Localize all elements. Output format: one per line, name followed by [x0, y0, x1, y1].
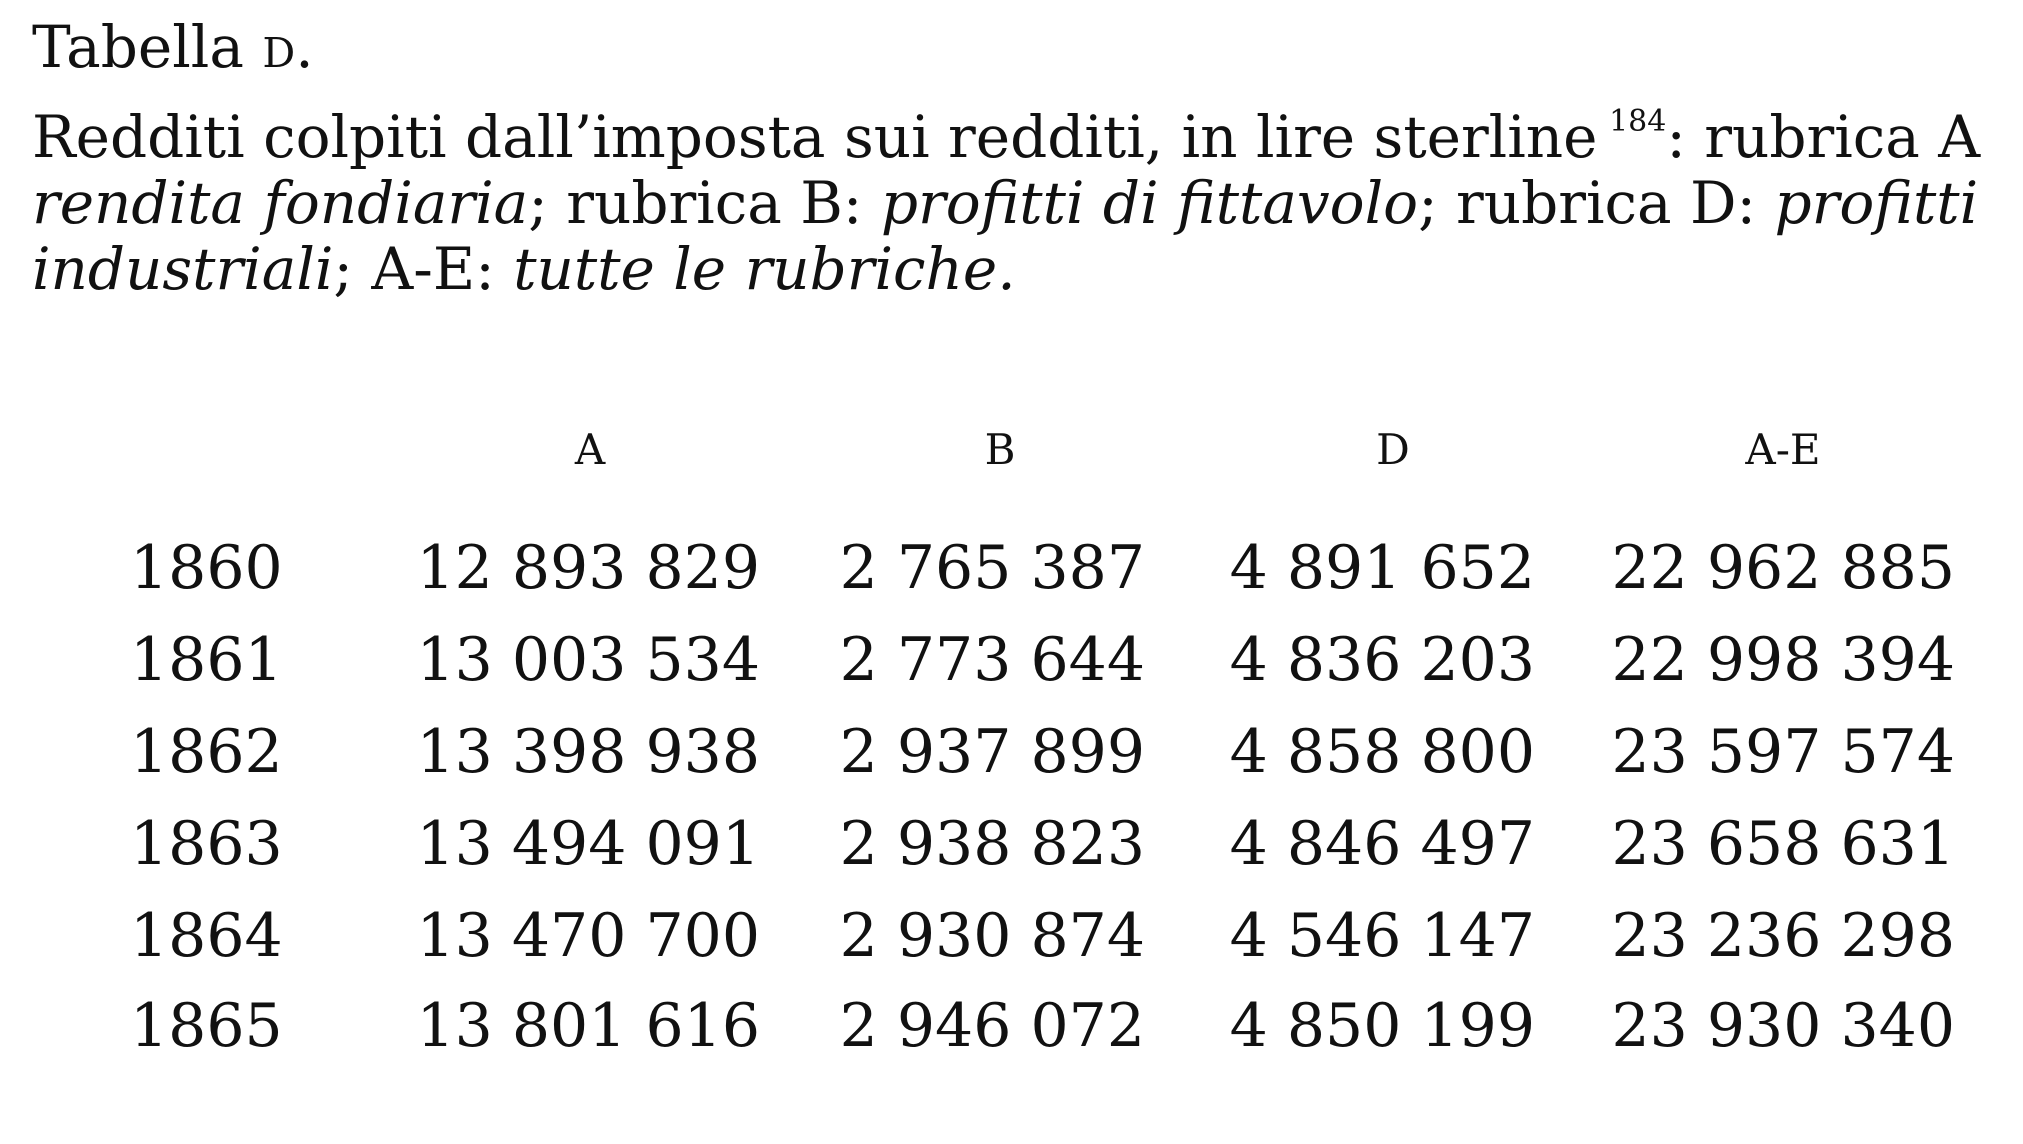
table-label-letter: d. [262, 13, 314, 81]
caption-italic: profitti di fittavolo [880, 169, 1419, 237]
value-cell-d: 4 850 199 [1229, 991, 1535, 1061]
caption-italic: rendita fondiaria [32, 169, 529, 237]
value-cell-a: 13 398 938 [416, 717, 760, 787]
value-cell-b: 2 937 899 [839, 717, 1145, 787]
value-cell-d: 4 836 203 [1229, 625, 1535, 695]
caption-text: ; rubrica [1418, 169, 1672, 237]
value-cell-a-e: 23 236 298 [1611, 901, 1955, 971]
caption-italic: tutte le rubriche. [513, 235, 1016, 302]
table-row [0, 528, 2023, 608]
year-cell: 1864 [130, 901, 283, 971]
caption-rubric-letter: D [1690, 169, 1737, 237]
value-cell-a-e: 23 930 340 [1611, 991, 1955, 1061]
table-row [0, 896, 2023, 976]
value-cell-d: 4 891 652 [1229, 533, 1535, 603]
year-cell: 1863 [130, 809, 283, 879]
caption-rubric-letter: A-E [371, 235, 476, 302]
caption-line-1 [32, 104, 2023, 170]
year-cell: 1862 [130, 717, 283, 787]
value-cell-a: 12 893 829 [416, 533, 760, 603]
caption-text: ; rubrica [528, 169, 782, 237]
value-cell-d: 4 846 497 [1229, 809, 1535, 879]
table-row [0, 712, 2023, 792]
caption-text: : [842, 169, 863, 237]
value-cell-b: 2 946 072 [839, 991, 1145, 1061]
value-cell-a: 13 003 534 [416, 625, 760, 695]
value-cell-d: 4 546 147 [1229, 901, 1535, 971]
value-cell-b: 2 765 387 [839, 533, 1145, 603]
table-label-prefix: Tabella [32, 13, 244, 81]
value-cell-a: 13 494 091 [416, 809, 760, 879]
year-cell: 1861 [130, 625, 283, 695]
value-cell-a-e: 23 597 574 [1611, 717, 1955, 787]
caption-rubric-letter: B [800, 169, 843, 237]
value-cell-b: 2 938 823 [839, 809, 1145, 879]
column-header-a: A [574, 425, 606, 474]
table-row [0, 620, 2023, 700]
value-cell-a-e: 22 962 885 [1611, 533, 1955, 603]
caption-text: : [475, 235, 495, 302]
caption-text: Redditi colpiti dall’imposta sui redditi, in lire sterline [32, 104, 1598, 171]
year-cell: 1860 [130, 533, 283, 603]
table-caption [32, 104, 2023, 302]
value-cell-d: 4 858 800 [1229, 717, 1535, 787]
table-row [0, 986, 2023, 1066]
value-cell-a-e: 23 658 631 [1611, 809, 1955, 879]
value-cell-a: 13 470 700 [416, 901, 760, 971]
column-header-d: D [1376, 425, 1410, 474]
caption-rubric-letter: A [1938, 104, 1981, 171]
footnote-reference: 184 [1609, 104, 1667, 139]
caption-italic: industriali [32, 235, 334, 302]
year-cell: 1865 [130, 991, 283, 1061]
value-cell-a-e: 22 998 394 [1611, 625, 1955, 695]
value-cell-b: 2 773 644 [839, 625, 1145, 695]
caption-italic: profitti [1774, 169, 1979, 237]
column-header-a-e: A-E [1745, 425, 1821, 474]
value-cell-b: 2 930 874 [839, 901, 1145, 971]
value-cell-a: 13 801 616 [416, 991, 760, 1061]
caption-line-3 [32, 236, 2023, 302]
caption-text: ; [333, 235, 353, 302]
caption-text: : [1736, 169, 1757, 237]
caption-text: : rubrica [1666, 104, 1920, 171]
table-label [32, 12, 314, 82]
table-row [0, 804, 2023, 884]
column-header-b: B [984, 425, 1016, 474]
caption-line-2 [32, 170, 2023, 236]
